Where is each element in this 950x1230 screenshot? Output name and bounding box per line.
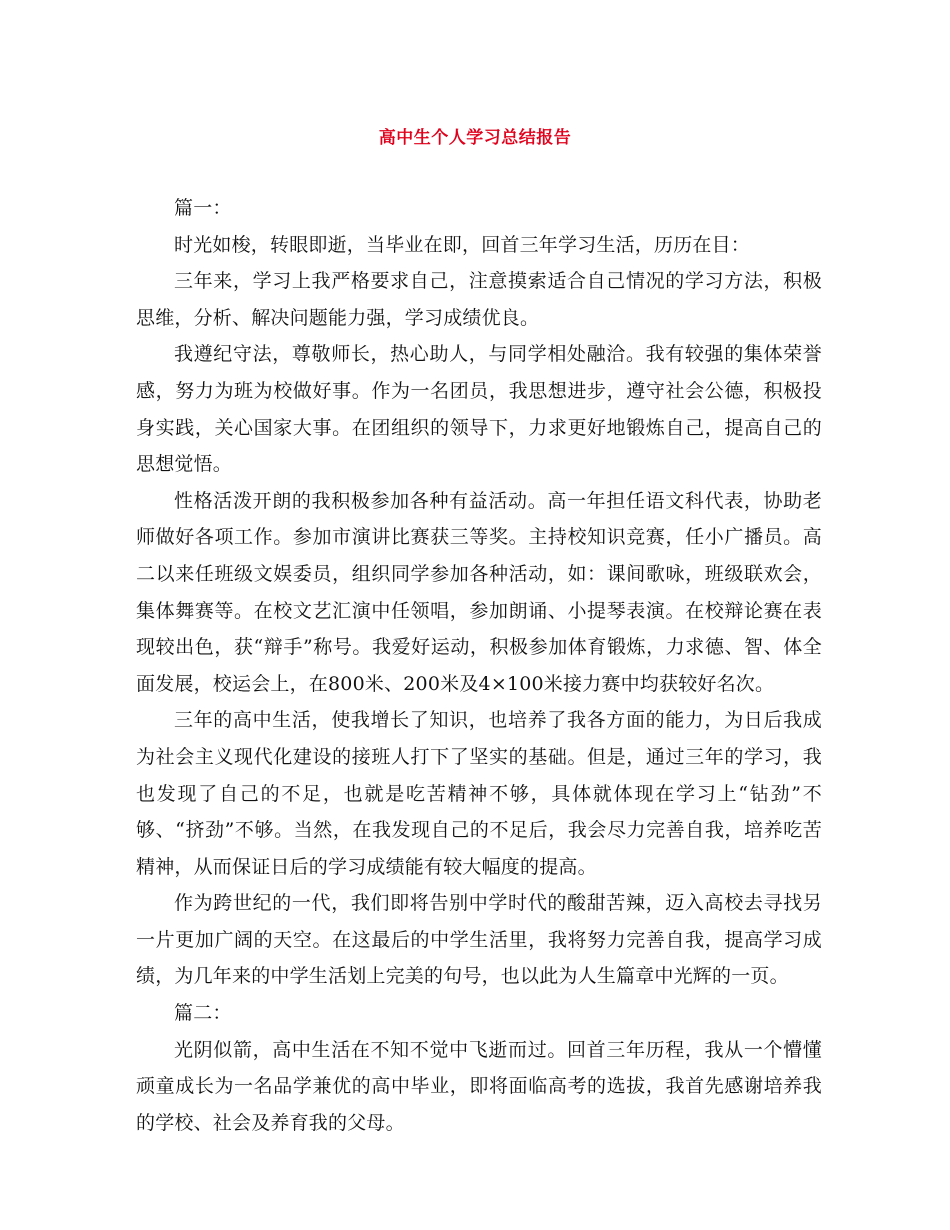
paragraph: 性格活泼开朗的我积极参加各种有益活动。高一年担任语文科代表，协助老师做好各项工作。参加市演讲比赛获三等奖。主持校知识竞赛，任小广播员。高二以来任班级文娱委员，组织同学参加各种活动，如：课间歌咏，班级联欢会，集体舞赛等。在校文艺汇演中任领唱，参加朗诵、小提琴表演。在校辩论赛在表现较出色，获“辩手”称号。我爱好运动，积极参加体育锻炼，力求德、智、体全面发展，校运会上，在800米、200米及4×100米接力赛中均获较好名次。 [136, 489, 822, 695]
paragraph: 作为跨世纪的一代，我们即将告别中学时代的酸甜苦辣，迈入高校去寻找另一片更加广阔的天空。在这最后的中学生活里，我将努力完善自我，提高学习成绩，为几年来的中学生活划上完美的句号，也以此为人生篇章中光辉的一页。 [136, 892, 822, 988]
paragraph: 光阴似箭，高中生活在不知不觉中飞逝而过。回首三年历程，我从一个懵懂顽童成长为一名品学兼优的高中毕业，即将面临高考的选拔，我首先感谢培养我的学校、社会及养育我的父母。 [136, 1038, 822, 1134]
paragraph: 三年来，学习上我严格要求自己，注意摸索适合自己情况的学习方法，积极思维，分析、解决问题能力强，学习成绩优良。 [136, 270, 822, 329]
section-heading: 篇二： [174, 1002, 232, 1025]
paragraph: 我遵纪守法，尊敬师长，热心助人，与同学相处融洽。我有较强的集体荣誉感，努力为班为校做好事。作为一名团员，我思想进步，遵守社会公德，积极投身实践，关心国家大事。在团组织的领导下，力求更好地锻炼自己，提高自己的思想觉悟。 [136, 343, 822, 476]
paragraph: 时光如梭，转眼即逝，当毕业在即，回首三年学习生活，历历在目： [174, 233, 751, 256]
section-heading: 篇一： [174, 197, 232, 219]
paragraph: 三年的高中生活，使我增长了知识，也培养了我各方面的能力，为日后我成为社会主义现代化建设的接班人打下了坚实的基础。但是，通过三年的学习，我也发现了自己的不足，也就是吃苦精神不够，具体就体现在学习上“钻劲”不够、“挤劲”不够。当然，在我发现自己的不足后，我会尽力完善自我，培养吃苦精神，从而保证日后的学习成绩能有较大幅度的提高。 [136, 709, 822, 878]
document-title: 高中生个人学习总结报告 [378, 128, 572, 148]
document-body [136, 190, 822, 1141]
